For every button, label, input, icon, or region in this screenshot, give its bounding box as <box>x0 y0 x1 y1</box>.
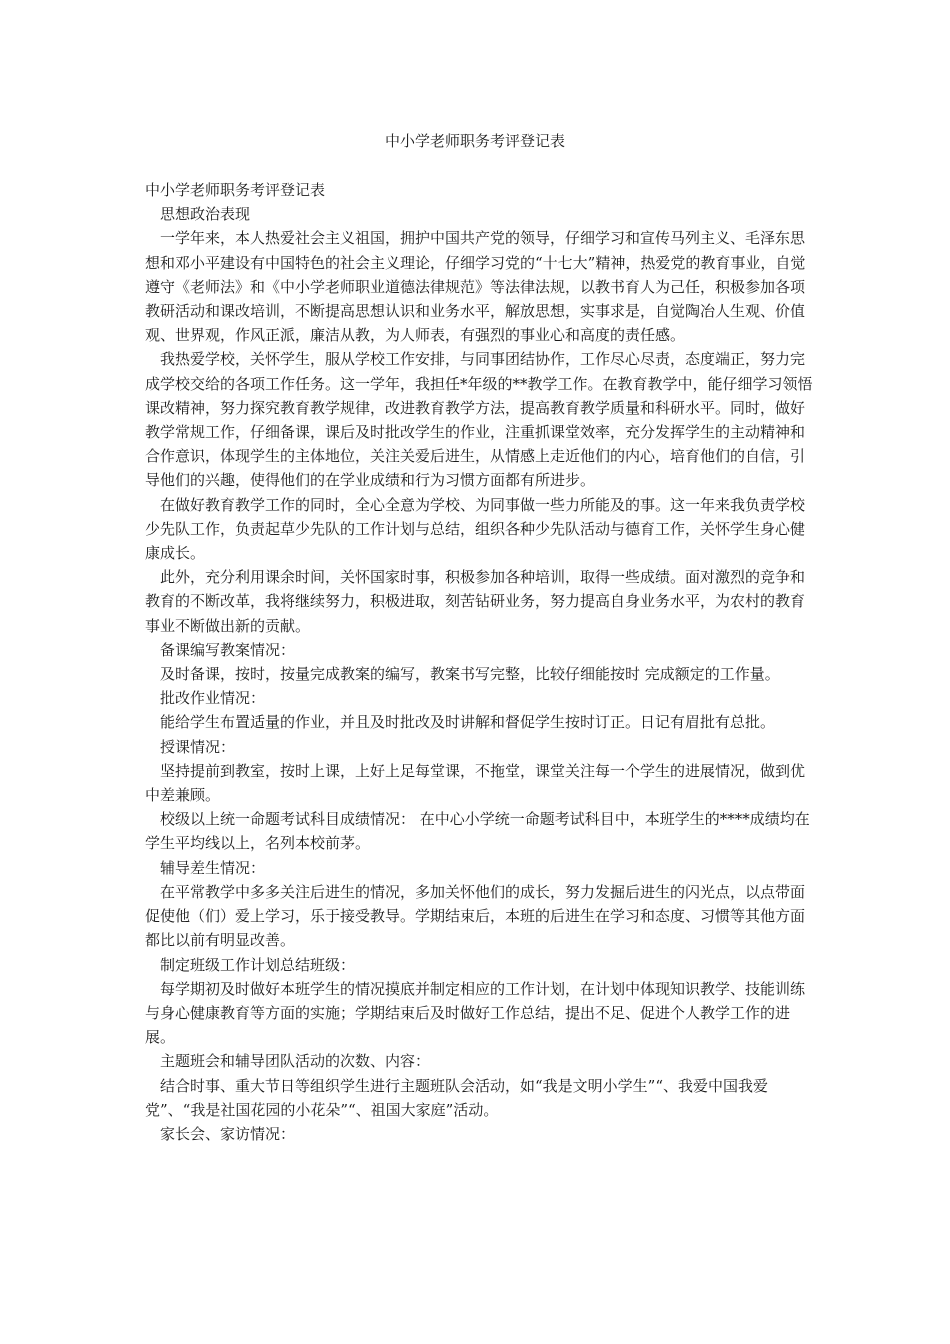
paragraph: 在做好教育教学工作的同时，全心全意为学校、为同事做一些力所能及的事。这一年来我负责学校少先队工作，负责起草少先队的工作计划与总结，组织各种少先队活动与德育工作，关怀学生身心健康成长。 <box>145 495 806 563</box>
section-heading: 家长会、家访情况： <box>160 1124 296 1143</box>
paragraph: 坚持提前到教室，按时上课，上好上足每堂课，不拖堂，课堂关注每一个学生的进展情况，做到优中差兼顾。 <box>145 761 806 805</box>
section-heading: 制定班级工作计划总结班级： <box>160 955 356 974</box>
document-body <box>145 178 815 1146</box>
paragraph: 一学年来，本人热爱社会主义祖国，拥护中国共产党的领导，仔细学习和宣传马列主义、毛泽东思想和邓小平建设有中国特色的社会主义理论，仔细学习党的“十七大”精神，热爱党的教育事业，自觉遵守《老师法》和《中小学老师职业道德法律规范》等法律法规，以教书育人为己任，积极参加各项教研活动和课改培训，不断提高思想认识和业务水平，解放思想，实事求是，自觉陶冶人生观、价值观、世界观，作风正派，廉洁从教，为人师表，有强烈的事业心和高度的责任感。 <box>145 229 806 345</box>
paragraph: 校级以上统一命题考试科目成绩情况： 在中心小学统一命题考试科目中，本班学生的****成绩均在学生平均线以上，名列本校前茅。 <box>145 810 810 853</box>
section-heading: 备课编写教案情况： <box>160 640 296 659</box>
paragraph: 结合时事、重大节日等组织学生进行主题班队会活动，如“我是文明小学生”“、我爱中国我爱党”、“我是社国花园的小花朵”“、祖国大家庭”活动。 <box>145 1076 769 1119</box>
paragraph: 能给学生布置适量的作业，并且及时批改及时讲解和督促学生按时订正。日记有眉批有总批。 <box>160 713 776 732</box>
document-subtitle: 中小学老师职务考评登记表 <box>145 181 326 199</box>
paragraph: 我热爱学校，关怀学生，服从学校工作安排，与同事团结协作，工作尽心尽责，态度端正，努力完成学校交给的各项工作任务。这一学年，我担任*年级的**教学工作。在教育教学中，能仔细学习领悟课改精神，努力探究教育教学规律，改进教育教学方法，提高教育教学质量和科研水平。同时，做好教学常规工作，仔细备课，课后及时批改学生的作业，注重抓课堂效率，充分发挥学生的主动精神和合作意识，体现学生的主体地位，关注关爱后进生，从情感上走近他们的内心，培育他们的自信，引导他们的兴趣，使得他们的在学业成绩和行为习惯方面都有所进步。 <box>145 350 813 490</box>
section-heading: 主题班会和辅导团队活动的次数、内容： <box>160 1052 431 1071</box>
paragraph: 在平常教学中多多关注后进生的情况，多加关怀他们的成长，努力发掘后进生的闪光点，以点带面促使他（们）爱上学习，乐于接受教导。学期结束后，本班的后进生在学习和态度、习惯等其他方面都比以前有明显改善。 <box>145 882 806 950</box>
paragraph: 此外，充分利用课余时间，关怀国家时事，积极参加各种培训，取得一些成绩。面对激烈的竞争和教育的不断改革，我将继续努力，积极进取，刻苦钻研业务，努力提高自身业务水平，为农村的教育事业不断做出新的贡献。 <box>145 568 806 635</box>
section-heading: 思想政治表现 <box>160 205 251 224</box>
page-title: 中小学老师职务考评登记表 <box>384 132 565 150</box>
section-heading: 授课情况： <box>160 737 236 756</box>
paragraph: 每学期初及时做好本班学生的情况摸底并制定相应的工作计划，在计划中体现知识教学、技能训练与身心健康教育等方面的实施；学期结束后及时做好工作总结，提出不足、促进个人教学工作的进展。 <box>145 979 806 1047</box>
section-heading: 批改作业情况： <box>160 689 266 708</box>
paragraph: 及时备课，按时，按量完成教案的编写，教案书写完整，比较仔细能按时 完成额定的工作量。 <box>160 665 780 684</box>
section-heading: 辅导差生情况： <box>160 858 266 877</box>
